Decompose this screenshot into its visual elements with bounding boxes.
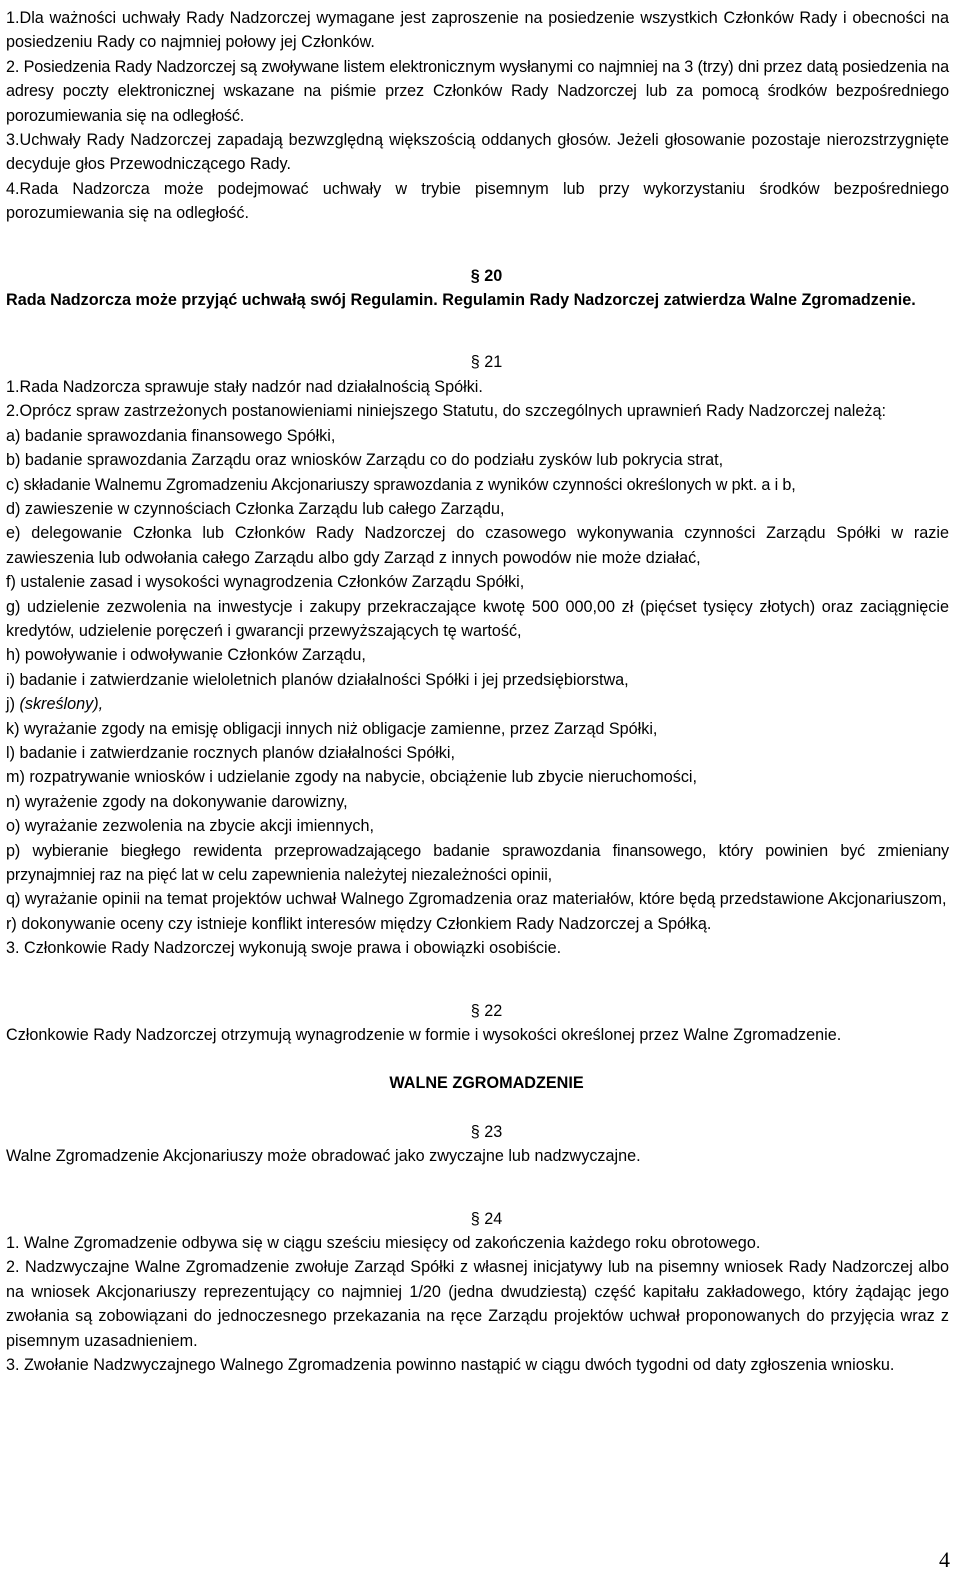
- list-item-r: r) dokonywanie oceny czy istnieje konflikt interesów między Członkiem Rady Nadzorczej a Spółką.: [6, 914, 712, 933]
- chapter-heading: WALNE ZGROMADZENIE: [389, 1074, 584, 1093]
- section-number: 20: [484, 266, 503, 285]
- section-number: 23: [484, 1122, 503, 1141]
- list-item-n: n) wyrażenie zgody na dokonywanie darowizny,: [6, 792, 348, 811]
- paragraph-convening: 2. Posiedzenia Rady Nadzorczej są zwoływane listem elektronicznym wysłanymi co najmniej na 3 (trzy) dni przez datą posiedzenia na adresy poczty elektronicznej wskazane na piśmie przez Członków Rady Nadzorczej lub za pomocą środków bezpośredniego porozumiewania się na odległość.: [6, 57, 949, 125]
- list-item-g: g) udzielenie zezwolenia na inwestycje i zakupy przekraczające kwotę 500 000,00 zł (pięćset tysięcy złotych) oraz zaciągnięcie kredytów, udzielenie poręczeń i gwarancji przewyższających tę wartość,: [6, 597, 949, 640]
- list-item-e: e) delegowanie Członka lub Członków Rady Nadzorczej do czasowego wykonywania czynności Zarządu Spółki w razie zawieszenia lub odwołania całego Zarządu albo gdy Zarząd z innych powodów nie może działać,: [6, 524, 949, 567]
- section-23-heading: [6, 1120, 949, 1144]
- list-item-d: d) zawieszenie w czynnościach Członka Zarządu lub całego Zarządu,: [6, 499, 505, 518]
- section-22-text: Członkowie Rady Nadzorczej otrzymują wynagrodzenie w formie i wysokości określonej przez Walne Zgromadzenie.: [6, 1026, 842, 1045]
- list-item-j-prefix: j): [6, 695, 20, 714]
- page-number: 4: [939, 1547, 950, 1572]
- section-21-heading: [6, 350, 949, 374]
- section-number: 24: [484, 1209, 503, 1228]
- section-symbol: §: [470, 1209, 480, 1228]
- section-23-text: Walne Zgromadzenie Akcjonariuszy może obradować jako zwyczajne lub nadzwyczajne.: [6, 1147, 641, 1166]
- section-24-p2: 2. Nadzwyczajne Walne Zgromadzenie zwołuje Zarząd Spółki z własnej inicjatywy lub na pisemny wniosek Rady Nadzorczej albo na wniosek Akcjonariuszy reprezentujący co najmniej 1/20 (jedna dwudziestą) część kapitału zakładowego, który żądając jego zwołania są zobowiązani do jednoczesnego przekazania na ręce Zarządu projektów uchwał proponowanych do przyjęcia wraz z pisemnym uzasadnieniem.: [6, 1258, 949, 1350]
- list-item-j: [6, 692, 949, 716]
- section-symbol: §: [470, 353, 480, 372]
- document-page: [6, 6, 949, 1378]
- section-21-p2: 2.Oprócz spraw zastrzeżonych postanowieniami niniejszego Statutu, do szczególnych uprawnień Rady Nadzorczej należą:: [6, 402, 886, 421]
- section-24-p3: 3. Zwołanie Nadzwyczajnego Walnego Zgromadzenia powinno nastąpić w ciągu dwóch tygodni od daty zgłoszenia wniosku.: [6, 1356, 895, 1375]
- section-symbol: §: [470, 1122, 480, 1141]
- section-24-p1: 1. Walne Zgromadzenie odbywa się w ciągu sześciu miesięcy od zakończenia każdego roku obrotowego.: [6, 1234, 761, 1253]
- section-20-heading: [6, 264, 949, 288]
- list-item-q: q) wyrażanie opinii na temat projektów uchwał Walnego Zgromadzenia oraz materiałów, które będą przedstawione Akcjonariuszom,: [6, 890, 947, 909]
- list-item-j-italic: (skreślony),: [19, 695, 104, 714]
- section-21-p3: 3. Członkowie Rady Nadzorczej wykonują swoje prawa i obowiązki osobiście.: [6, 939, 562, 958]
- section-number: 22: [484, 1001, 503, 1020]
- section-22-heading: [6, 999, 949, 1023]
- paragraph-majority: 3.Uchwały Rady Nadzorczej zapadają bezwzględną większością oddanych głosów. Jeżeli głosowanie pozostaje nierozstrzygnięte decyduje głos Przewodniczącego Rady.: [6, 131, 949, 174]
- list-item-m: m) rozpatrywanie wniosków i udzielanie zgody na nabycie, obciążenie lub zbycie nieruchomości,: [6, 768, 698, 787]
- paragraph-written-mode: 4.Rada Nadzorcza może podejmować uchwały w trybie pisemnym lub przy wykorzystaniu środków bezpośredniego porozumiewania się na odległość.: [6, 179, 949, 223]
- list-item-c: c) składanie Walnemu Zgromadzeniu Akcjonariuszy sprawozdania z wyników czynności określonych w pkt. a i b,: [6, 475, 796, 494]
- list-item-k: k) wyrażanie zgody na emisję obligacji innych niż obligacje zamienne, przez Zarząd Spółki,: [6, 719, 658, 738]
- list-item-o: o) wyrażanie zezwolenia na zbycie akcji imiennych,: [6, 817, 374, 836]
- section-24-heading: [6, 1207, 949, 1231]
- section-number: 21: [484, 353, 503, 372]
- section-20-text: Rada Nadzorcza może przyjąć uchwałą swój Regulamin. Regulamin Rady Nadzorczej zatwierdza Walne Zgromadzenie.: [6, 291, 916, 310]
- section-21-p1: 1.Rada Nadzorcza sprawuje stały nadzór nad działalnością Spółki.: [6, 377, 483, 396]
- list-item-p: p) wybieranie biegłego rewidenta przeprowadzającego badanie sprawozdania finansowego, który powinien być zmieniany przynajmniej raz na pięć lat w celu zapewnienia należytej niezależności opinii,: [6, 841, 949, 884]
- section-symbol: §: [470, 1001, 480, 1020]
- paragraph-quorum: 1.Dla ważności uchwały Rady Nadzorczej wymagane jest zaproszenie na posiedzenie wszystkich Członków Rady i obecności na posiedzeniu Rady co najmniej połowy jej Członków.: [6, 9, 949, 52]
- list-item-b: b) badanie sprawozdania Zarządu oraz wniosków Zarządu co do podziału zysków lub pokrycia strat,: [6, 451, 724, 470]
- list-item-h: h) powoływanie i odwoływanie Członków Zarządu,: [6, 646, 366, 665]
- list-item-i: i) badanie i zatwierdzanie wieloletnich planów działalności Spółki i jej przedsiębiorstwa,: [6, 670, 629, 689]
- list-item-l: l) badanie i zatwierdzanie rocznych planów działalności Spółki,: [6, 743, 455, 762]
- list-item-f: f) ustalenie zasad i wysokości wynagrodzenia Członków Zarządu Spółki,: [6, 573, 525, 592]
- section-symbol: §: [470, 266, 480, 285]
- list-item-a: a) badanie sprawozdania finansowego Spółki,: [6, 426, 336, 445]
